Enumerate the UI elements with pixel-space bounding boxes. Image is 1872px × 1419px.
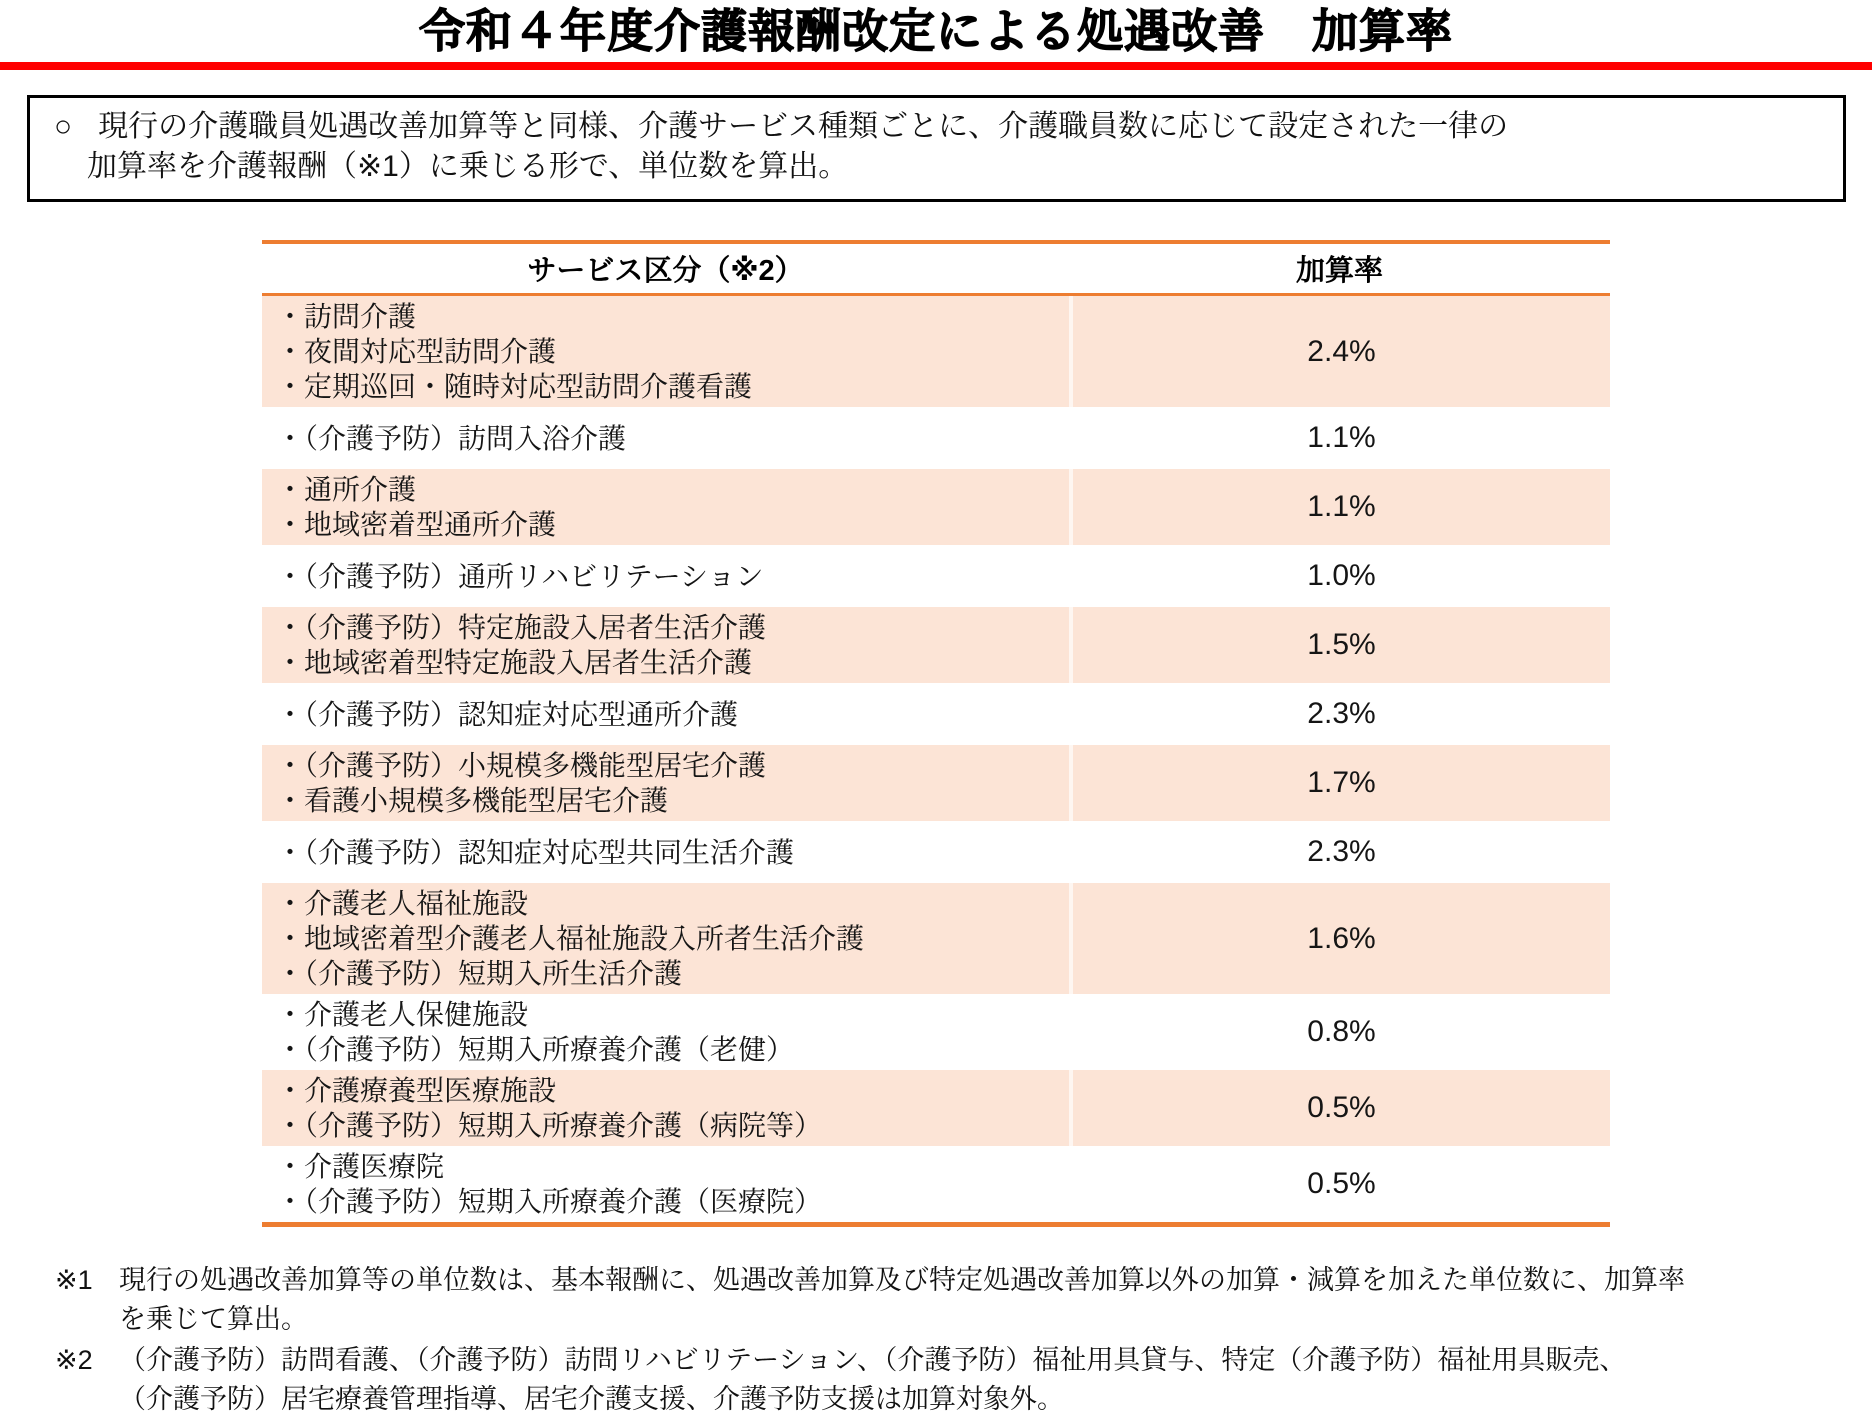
table-row [262,883,1610,994]
service-line: ・看護小規模多機能型居宅介護 [276,785,669,816]
footnote-text [119,1261,1852,1339]
service-category-cell [262,683,1069,745]
service-line: ・通所介護 [276,474,417,505]
footnote-line: を乗じて算出。 [119,1304,308,1334]
service-line: ・地域密着型通所介護 [276,509,557,540]
table-row [262,469,1610,545]
service-line: ・地域密着型特定施設入居者生活介護 [276,647,753,678]
title-bar [0,0,1872,58]
service-line: ・介護医療院 [276,1151,445,1182]
service-line: ・介護老人保健施設 [276,999,529,1030]
table-header-row [262,240,1610,296]
addition-rate-cell: 1.6% [1069,883,1610,994]
service-category-cell [262,994,1069,1070]
service-line: ・（介護予防）特定施設入居者生活介護 [276,612,767,643]
table-row [262,821,1610,883]
service-category-cell [262,745,1069,821]
service-line: ・定期巡回・随時対応型訪問介護看護 [276,371,753,402]
column-header-service-category: サービス区分（※2） [527,255,804,287]
title-underline [0,62,1872,70]
service-line: ・（介護予防）短期入所生活介護 [276,958,683,989]
service-category-cell [262,607,1069,683]
addition-rate-table [262,240,1610,1227]
table-row [262,407,1610,469]
table-row [262,994,1610,1070]
table-row [262,683,1610,745]
service-line: ・（介護予防）訪問入浴介護 [276,422,627,454]
service-line: ・（介護予防）通所リハビリテーション [276,560,764,592]
footnote-marker: ※2 [55,1345,93,1375]
footnote [55,1341,1852,1419]
table-body [262,296,1610,1222]
footnotes [55,1261,1852,1419]
service-line: ・訪問介護 [276,301,417,332]
service-category-cell [262,821,1069,883]
addition-rate-cell: 1.7% [1069,745,1610,821]
addition-rate-cell: 0.8% [1069,994,1610,1070]
table-row [262,1146,1610,1222]
table-row [262,545,1610,607]
service-category-cell [262,1070,1069,1146]
service-category-cell [262,545,1069,607]
service-category-cell [262,469,1069,545]
service-line: ・（介護予防）短期入所療養介護（医療院） [276,1186,823,1217]
table-row [262,1070,1610,1146]
service-line: ・（介護予防）認知症対応型共同生活介護 [276,836,795,868]
table-row [262,296,1610,407]
service-category-cell [262,296,1069,407]
addition-rate-cell: 1.1% [1069,407,1610,469]
notice-line-1 [54,107,1827,147]
notice-line-2: 加算率を介護報酬（※1）に乗じる形で、単位数を算出。 [87,150,849,183]
service-line: ・夜間対応型訪問介護 [276,336,557,367]
footnote-marker: ※1 [55,1265,93,1295]
addition-rate-cell: 1.0% [1069,545,1610,607]
service-line: ・（介護予防）認知症対応型通所介護 [276,698,739,730]
service-line: ・（介護予防）短期入所療養介護（老健） [276,1034,795,1065]
notice-line-1-text: 現行の介護職員処遇改善加算等と同様、介護サービス種類ごとに、介護職員数に応じて設定された一律の [98,110,1509,143]
footnote-line: （介護予防）居宅療養管理指導、居宅介護支援、介護予防支援は加算対象外。 [119,1384,1064,1414]
addition-rate-cell: 0.5% [1069,1146,1610,1222]
service-line: ・（介護予防）小規模多機能型居宅介護 [276,750,767,781]
addition-rate-cell: 1.5% [1069,607,1610,683]
addition-rate-cell: 0.5% [1069,1070,1610,1146]
addition-rate-cell: 2.3% [1069,683,1610,745]
addition-rate-cell: 2.3% [1069,821,1610,883]
service-category-cell [262,1146,1069,1222]
addition-rate-cell: 2.4% [1069,296,1610,407]
footnote [55,1261,1852,1339]
footnote-line: 現行の処遇改善加算等の単位数は、基本報酬に、処遇改善加算及び特定処遇改善加算以外の加算・減算を加えた単位数に、加算率 [119,1265,1685,1295]
footnote-line: （介護予防）訪問看護、（介護予防）訪問リハビリテーション、（介護予防）福祉用具貸与、特定（介護予防）福祉用具販売、 [119,1345,1627,1375]
service-line: ・地域密着型介護老人福祉施設入所者生活介護 [276,923,865,954]
circle-bullet: ○ [54,110,73,143]
service-line: ・介護療養型医療施設 [276,1075,557,1106]
service-category-cell [262,407,1069,469]
service-line: ・介護老人福祉施設 [276,888,529,919]
footnote-text [119,1341,1852,1419]
addition-rate-cell: 1.1% [1069,469,1610,545]
page-title: 令和４年度介護報酬改定による処遇改善 加算率 [419,5,1453,57]
summary-notice-box [27,95,1846,202]
table-row [262,607,1610,683]
column-header-addition-rate: 加算率 [1295,255,1383,287]
table-row [262,745,1610,821]
service-line: ・（介護予防）短期入所療養介護（病院等） [276,1110,823,1141]
service-category-cell [262,883,1069,994]
